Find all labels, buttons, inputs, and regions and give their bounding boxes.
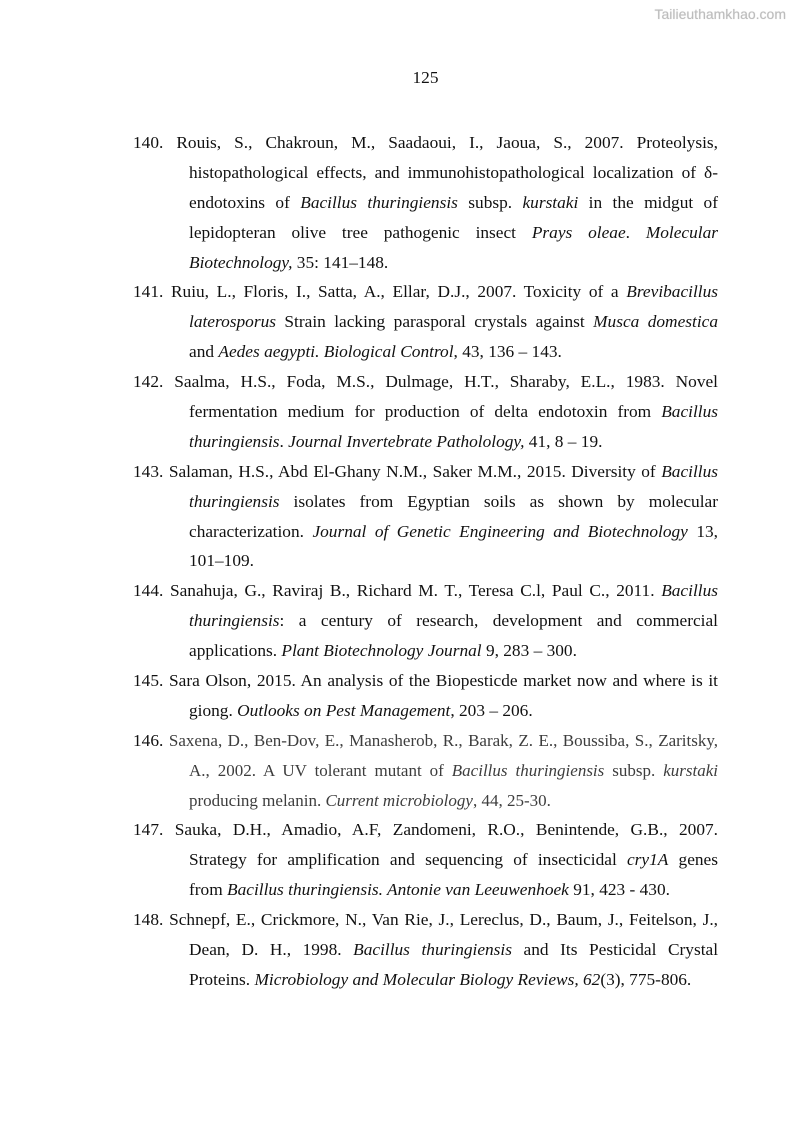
reference-line (133, 457, 718, 487)
reference-line (133, 636, 718, 666)
reference-text: A., 2002. A UV tolerant mutant of (189, 760, 452, 780)
reference-line (133, 277, 718, 307)
reference-line (133, 815, 718, 845)
reference-italic-text: Aedes aegypti. Biological Control (218, 342, 454, 362)
reference-text: and (189, 342, 219, 362)
reference-italic-text: cry1A (626, 850, 669, 870)
reference-text: from (189, 880, 228, 900)
reference-line (133, 965, 718, 995)
reference-text: Saalma, H.S., Foda, M.S., Dulmage, H.T., Sharaby, E.L., 1983. Novel (174, 372, 718, 392)
reference-entry (133, 457, 718, 577)
reference-text: Strain lacking parasporal crystals against (275, 312, 594, 332)
reference-text: . (625, 222, 646, 242)
reference-number: 142. (133, 372, 164, 392)
reference-line (133, 756, 718, 786)
reference-line (133, 935, 718, 965)
reference-line (133, 546, 718, 576)
reference-number: 143. (133, 461, 164, 481)
reference-italic-text: kurstaki (522, 192, 579, 212)
reference-italic-text: kurstaki (663, 760, 718, 780)
reference-line (133, 487, 718, 517)
reference-text: . (279, 431, 289, 451)
reference-text: giong. (189, 700, 238, 720)
reference-line (133, 517, 718, 547)
reference-italic-text: Musca domestica (593, 312, 718, 332)
reference-number: 146. (133, 730, 164, 750)
reference-italic-text: thuringiensis (189, 431, 280, 451)
page-number: 125 (412, 68, 439, 87)
reference-line (133, 367, 718, 397)
reference-italic-text: Bacillus thuringiensis. Antonie van Leeuwenhoek (227, 880, 569, 900)
reference-line (133, 248, 718, 278)
reference-line (133, 666, 718, 696)
reference-text: and Its Pesticidal Crystal (512, 940, 719, 960)
reference-italic-text: Bacillus thuringiensis (353, 940, 512, 960)
reference-entry (133, 666, 718, 726)
reference-number: 147. (133, 820, 164, 840)
reference-line (133, 128, 718, 158)
reference-number: 140. (133, 133, 164, 152)
reference-line (133, 875, 718, 905)
reference-italic-text: Molecular (645, 222, 718, 242)
reference-text: : a century of research, development and commercial (279, 611, 718, 631)
reference-entry (133, 277, 718, 367)
reference-italic-text: Bacillus thuringiensis (451, 760, 605, 780)
reference-entry (133, 128, 718, 277)
reference-line (133, 427, 718, 457)
reference-italic-text: Bacillus thuringiensis (300, 192, 458, 212)
reference-italic-text: Current microbiology (325, 790, 473, 810)
reference-number: 144. (133, 581, 164, 601)
reference-text: isolates from Egyptian soils as shown by molecular (279, 491, 718, 511)
reference-line (133, 158, 718, 188)
reference-italic-text: Prays oleae (531, 222, 626, 242)
reference-text: Ruiu, L., Floris, I., Satta, A., Ellar, D.J., 2007. Toxicity of a (170, 282, 627, 302)
reference-text: , 203 – 206. (450, 700, 533, 720)
reference-line (133, 726, 718, 756)
reference-italic-text: Bacillus (661, 402, 718, 422)
reference-text: characterization. (189, 521, 313, 541)
reference-italic-text: Journal Invertebrate Patholology, (288, 431, 525, 451)
reference-number: 145. (133, 671, 164, 691)
reference-line (133, 188, 718, 218)
reference-number: 141. (133, 282, 164, 302)
reference-italic-text: Microbiology and Molecular Biology Reviews, 62 (254, 969, 601, 989)
reference-text: Saxena, D., Ben-Dov, E., Manasherob, R., Barak, Z. E., Boussiba, S., Zaritsky, (168, 730, 718, 750)
reference-text: lepidopteran olive tree pathogenic insect (189, 222, 532, 242)
reference-text: Schnepf, E., Crickmore, N., Van Rie, J., Lereclus, D., Baum, J., Feitelson, J., (169, 910, 718, 930)
reference-text: subsp. (457, 192, 523, 212)
reference-text: producing melanin. (189, 790, 326, 810)
reference-line (133, 905, 718, 935)
reference-text: endotoxins of (189, 192, 301, 212)
reference-text: subsp. (604, 760, 664, 780)
reference-text: Proteins. (189, 969, 255, 989)
reference-italic-text: Plant Biotechnology Journal (281, 641, 482, 661)
reference-text: Sara Olson, 2015. An analysis of the Biopesticde market now and where is it (169, 671, 718, 691)
reference-line (133, 845, 718, 875)
reference-text: (3), 775-806. (600, 969, 692, 989)
reference-text: in the midgut of (578, 192, 718, 212)
reference-text: Dean, D. H., 1998. (189, 940, 354, 960)
reference-entry (133, 576, 718, 666)
reference-text: applications. (189, 641, 282, 661)
reference-entry (133, 905, 718, 995)
reference-line (133, 307, 718, 337)
reference-text: genes (668, 850, 718, 870)
reference-italic-text: Biotechnology, (189, 252, 293, 272)
reference-text: Sanahuja, G., Raviraj B., Richard M. T., Teresa C.l, Paul C., 2011. (169, 581, 662, 601)
reference-entry (133, 367, 718, 457)
reference-italic-text: Brevibacillus (626, 282, 719, 302)
reference-text: Strategy for amplification and sequencing of insecticidal (189, 850, 627, 870)
reference-line (133, 696, 718, 726)
reference-italic-text: Outlooks on Pest Management (237, 700, 451, 720)
reference-italic-text: Bacillus (661, 461, 718, 481)
reference-text: 41, 8 – 19. (524, 431, 603, 451)
reference-entry (133, 815, 718, 905)
reference-text: fermentation medium for production of delta endotoxin from (189, 402, 662, 422)
reference-line (133, 397, 718, 427)
reference-text: 91, 423 - 430. (568, 880, 670, 900)
reference-line (133, 337, 718, 367)
reference-entry (133, 726, 718, 816)
site-watermark: Tailieuthamkhao.com (654, 6, 786, 22)
reference-italic-text: Journal of Genetic Engineering and Biotechnology (312, 521, 688, 541)
reference-italic-text: Bacillus (661, 581, 718, 601)
reference-list (133, 128, 718, 995)
reference-text: 35: 141–148. (292, 252, 389, 272)
reference-line (133, 786, 718, 816)
reference-text: 101–109. (189, 551, 254, 571)
reference-line (133, 606, 718, 636)
reference-italic-text: laterosporus (189, 312, 276, 332)
reference-text: Rouis, S., Chakroun, M., Saadaoui, I., Jaoua, S., 2007. Proteolysis, (176, 133, 718, 152)
reference-text: , 44, 25-30. (472, 790, 551, 810)
reference-text: , 43, 136 – 143. (453, 342, 562, 362)
reference-text: histopathological effects, and immunohistopathological localization of δ- (189, 162, 718, 182)
reference-text: Salaman, H.S., Abd El-Ghany N.M., Saker M.M., 2015. Diversity of (168, 461, 662, 481)
reference-line (133, 576, 718, 606)
reference-number: 148. (133, 910, 164, 930)
reference-text: Sauka, D.H., Amadio, A.F, Zandomeni, R.O., Benintende, G.B., 2007. (174, 820, 718, 840)
reference-italic-text: thuringiensis (189, 491, 280, 511)
reference-line (133, 218, 718, 248)
reference-italic-text: thuringiensis (189, 611, 280, 631)
reference-text: 13, (687, 521, 718, 541)
reference-text: 9, 283 – 300. (481, 641, 577, 661)
